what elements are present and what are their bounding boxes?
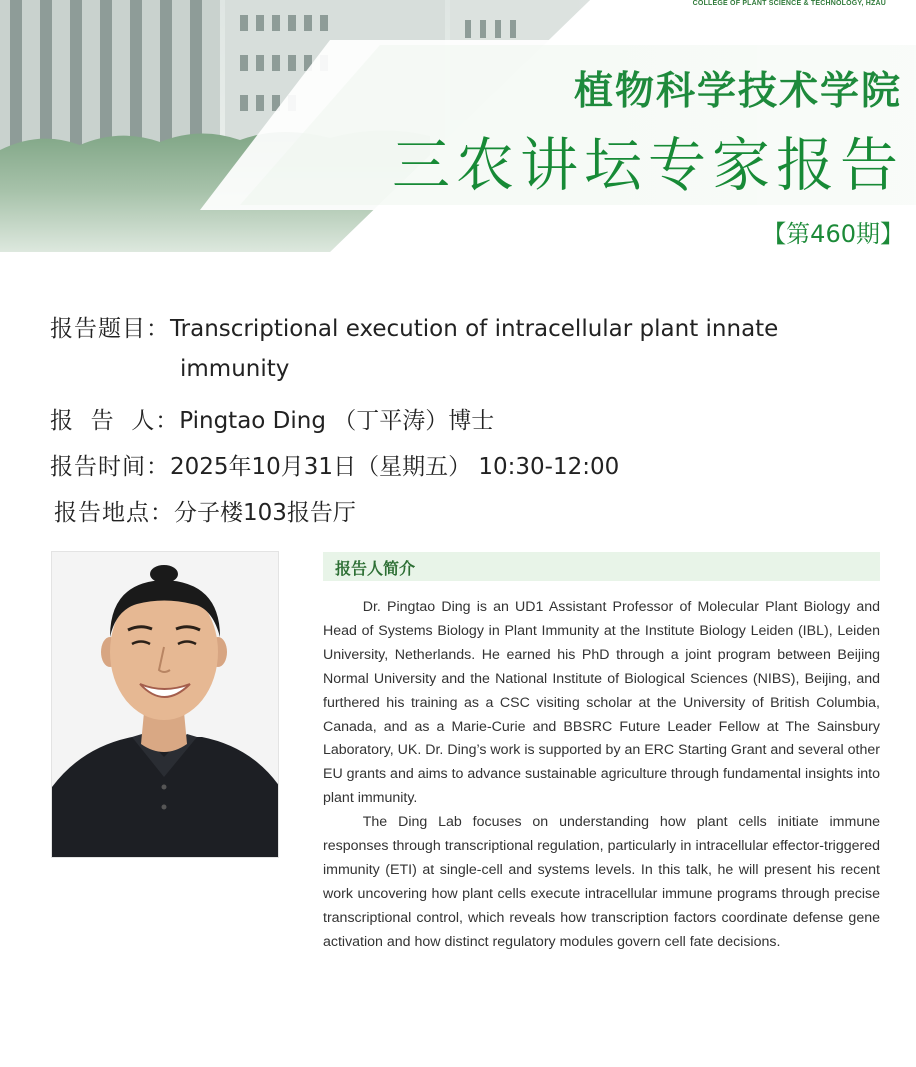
speaker-label: 报 告 人： xyxy=(50,408,180,434)
place-row xyxy=(54,494,356,527)
talk-title-label: 报告题目： xyxy=(50,316,170,342)
bio-section-header xyxy=(323,552,880,581)
speaker-portrait-illustration xyxy=(52,552,279,858)
bio-paragraph: The Ding Lab focuses on understanding how plant cells initiate immune responses through transcriptional regulation, particularly in intracellular effector-triggered immunity (ETI) at single-cell and systems levels. In this talk, he will present his recent work uncovering how plant cells execute intracellular immune programs through precise transcriptional control, which reveals how transcription factors coordinate defense gene activation and how distinct regulatory modules govern cell fate decisions. xyxy=(323,814,880,950)
bio-text xyxy=(323,596,880,955)
talk-title: Transcriptional execution of intracellular plant innate xyxy=(170,316,779,342)
talk-place: 分子楼103报告厅 xyxy=(174,500,356,526)
issue-number: 【第460期】 xyxy=(762,220,904,248)
place-label: 报告地点： xyxy=(54,500,174,526)
speaker-row xyxy=(50,402,494,435)
time-label: 报告时间： xyxy=(50,454,170,480)
forum-title: 三农讲坛专家报告 xyxy=(391,131,904,199)
college-english-name: COLLEGE OF PLANT SCIENCE & TECHNOLOGY, HZAU xyxy=(692,0,886,7)
bio-heading: 报告人简介 xyxy=(335,559,416,578)
bio-paragraph: Dr. Pingtao Ding is an UD1 Assistant Professor of Molecular Plant Biology and Head of Systems Biology in Plant Immunity at the Institute Biology Leiden (IBL), Leiden University, Netherlands. He earned his PhD through a joint program between Beijing Normal University and the National Institute of Biological Sciences (NIBS), Beijing, and furthered his training as a CSC visiting scholar at the University of British Columbia, Canada, and as a Marie-Curie and BBSRC Future Leader Fellow at The Sainsbury Laboratory, UK. Dr. Ding’s work is supported by an ERC Starting Grant and several other EU grants and aims to advance sustainable agriculture through fundamental insights into plant immunity. xyxy=(323,599,880,807)
time-row xyxy=(50,448,619,481)
speaker-photo xyxy=(51,551,279,858)
speaker-name: Pingtao Ding （丁平涛）博士 xyxy=(179,408,495,434)
talk-time: 2025年10月31日（星期五） 10:30-12:00 xyxy=(170,454,620,480)
header-banner xyxy=(0,0,916,252)
talk-title-row xyxy=(50,310,778,343)
college-chinese-name: 植物科学技术学院 xyxy=(573,69,902,114)
talk-title-continued: immunity xyxy=(180,356,290,382)
